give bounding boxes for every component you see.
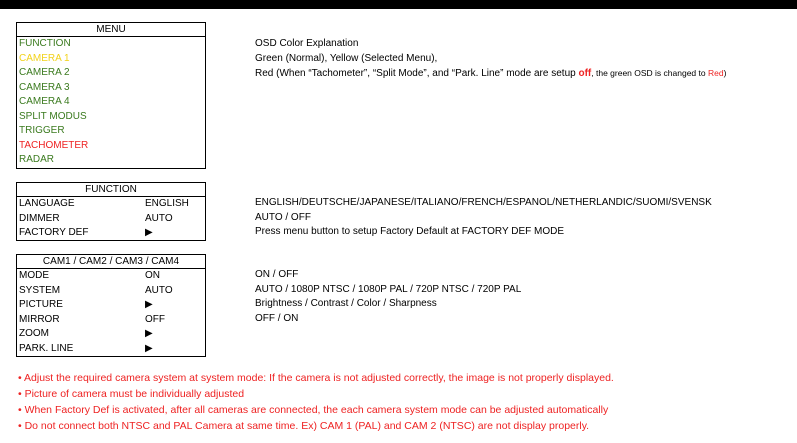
cam-label: PICTURE (19, 299, 63, 310)
note-item: • Picture of camera must be individually adjusted (18, 388, 245, 400)
function-value: ENGLISH (145, 198, 189, 209)
osd-line3-mid: , the green OSD is changed to (591, 68, 708, 78)
menu-box (16, 22, 206, 169)
cam-row-zoom[interactable] (17, 327, 205, 342)
function-row-factory-def[interactable] (17, 226, 205, 241)
function-row-language[interactable] (17, 197, 205, 212)
note-item: • Adjust the required camera system at system mode: If the camera is not adjusted correctly, the image is not properly displayed. (18, 372, 614, 384)
cam-title: CAM1 / CAM2 / CAM3 / CAM4 (17, 255, 205, 269)
top-black-bar (0, 0, 797, 9)
cam-row-picture[interactable] (17, 298, 205, 313)
cam-label: PARK. LINE (19, 342, 74, 354)
arrow-right-icon: ▶ (145, 227, 153, 238)
menu-item-split-modus[interactable]: SPLIT MODUS (19, 110, 87, 122)
cam-desc-system: AUTO / 1080P NTSC / 1080P PAL / 720P NTSC / 720P PAL (255, 283, 522, 295)
menu-item-function[interactable]: FUNCTION (19, 38, 71, 49)
arrow-right-icon: ▶ (145, 328, 153, 339)
cam-row-system[interactable] (17, 284, 205, 299)
function-box (16, 182, 206, 241)
cam-label: MODE (19, 270, 49, 281)
function-desc-dimmer: AUTO / OFF (255, 211, 311, 223)
osd-explanation-line3 (255, 66, 726, 82)
arrow-right-icon: ▶ (145, 342, 153, 354)
function-label: DIMMER (19, 212, 60, 224)
function-title: FUNCTION (17, 183, 205, 197)
menu-item-tachometer[interactable]: TACHOMETER (19, 139, 89, 151)
arrow-right-icon: ▶ (145, 299, 153, 310)
note-item: • Do not connect both NTSC and PAL Camera at same time. Ex) CAM 1 (PAL) and CAM 2 (NTSC) are not display properly. (18, 420, 590, 432)
osd-line3-red: Red (707, 68, 724, 78)
cam-desc-mode: ON / OFF (255, 269, 299, 280)
cam-box (16, 254, 206, 357)
menu-title: MENU (17, 23, 205, 37)
osd-line3-text: Red (When “Tachometer”, “Split Mode”, and “Park. Line” mode are setup (255, 68, 579, 79)
cam-row-mirror[interactable] (17, 313, 205, 328)
cam-value: ON (145, 270, 160, 281)
cam-value: AUTO (145, 284, 173, 296)
menu-item-trigger[interactable]: TRIGGER (19, 125, 65, 136)
cam-label: SYSTEM (19, 284, 61, 296)
function-row-dimmer[interactable] (17, 212, 205, 227)
function-desc-factory-def: Press menu button to setup Factory Default at FACTORY DEF MODE (255, 226, 565, 237)
cam-desc-mirror: OFF / ON (255, 312, 299, 324)
cam-row-park-line[interactable] (17, 342, 205, 357)
note-item: • When Factory Def is activated, after all cameras are connected, the each camera system mode can be adjusted automatically (18, 404, 609, 416)
function-label: LANGUAGE (19, 198, 75, 209)
menu-item-camera-3[interactable]: CAMERA 3 (19, 81, 70, 93)
function-label: FACTORY DEF (19, 227, 89, 238)
cam-desc-picture: Brightness / Contrast / Color / Sharpness (255, 298, 437, 309)
menu-item-camera-1[interactable]: CAMERA 1 (19, 52, 70, 64)
cam-label: MIRROR (19, 313, 60, 325)
cam-value: OFF (145, 313, 165, 325)
cam-row-mode[interactable] (17, 269, 205, 284)
function-value: AUTO (145, 212, 173, 224)
menu-item-camera-2[interactable]: CAMERA 2 (19, 67, 70, 78)
osd-explanation-title: OSD Color Explanation (255, 38, 359, 49)
menu-item-camera-4[interactable]: CAMERA 4 (19, 96, 70, 107)
function-desc-language: ENGLISH/DEUTSCHE/JAPANESE/ITALIANO/FRENCH/ESPANOL/NETHERLANDIC/SUOMI/SVENSK (255, 197, 712, 208)
cam-label: ZOOM (19, 328, 49, 339)
osd-line3-end: ) (723, 68, 727, 78)
osd-explanation-line2: Green (Normal), Yellow (Selected Menu), (255, 52, 438, 64)
notes-list (18, 370, 614, 434)
osd-line3-off: off (578, 68, 592, 79)
menu-item-radar[interactable]: RADAR (19, 154, 55, 165)
